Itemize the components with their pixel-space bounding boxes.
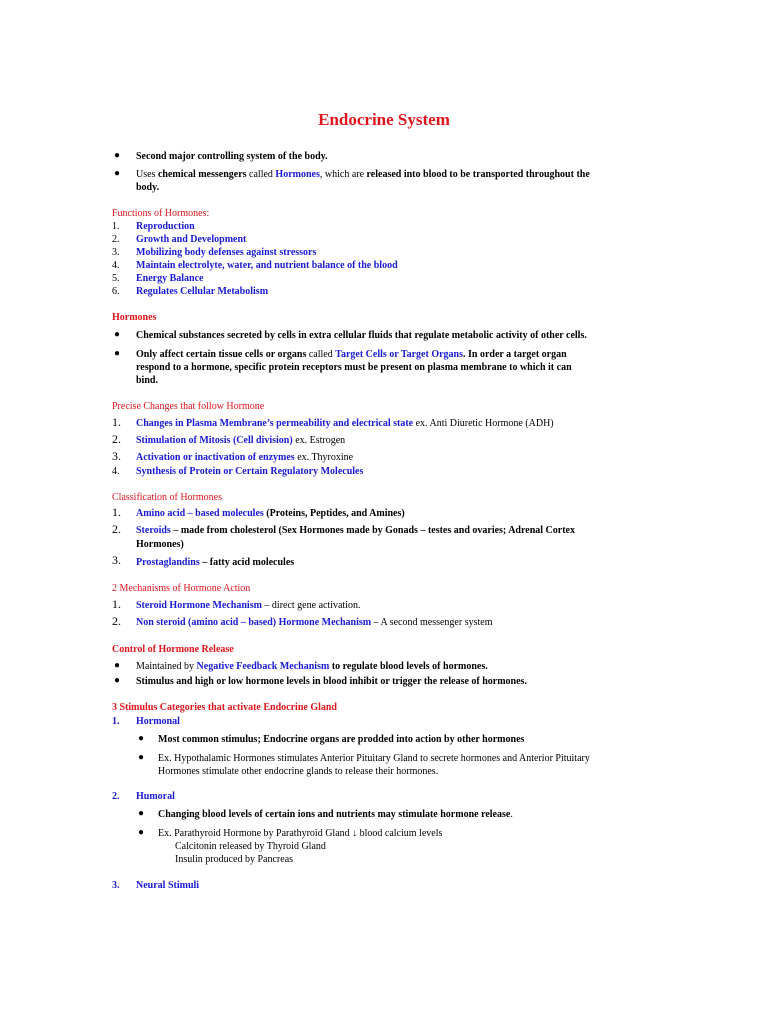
mechanisms-item-2: Non steroid (amino acid – based) Hormone Mechanism – A second messenger system [136,617,493,628]
bullet-icon: ● [114,348,121,359]
list-number: 2. [112,234,120,245]
precise-item-2: Stimulation of Mitosis (Cell division) ex. Estrogen [136,435,346,446]
hormones-bullet-2: Only affect certain tissue cells or organs called Target Cells or Target Organs. In order a target organ [136,349,567,360]
intro-line-2: Uses chemical messengers called Hormones, which are released into blood to be transported throughout the [136,169,590,180]
classification-item-2-cont: Hormones) [136,539,184,550]
classification-item-1: Amino acid – based molecules (Proteins, Peptides, and Amines) [136,508,405,519]
control-bullet-1: Maintained by Negative Feedback Mechanism to regulate blood levels of hormones. [136,661,488,672]
list-number: 5. [112,273,120,284]
list-number: 3. [112,247,120,258]
bullet-icon: ● [138,827,145,838]
list-number: 6. [112,286,120,297]
stimulus-category-humoral: Humoral [136,791,175,802]
bullet-icon: ● [114,168,121,179]
intro-line-1: Second major controlling system of the body. [136,151,328,162]
list-number: 4. [112,260,120,271]
list-number: 1. [112,415,121,429]
hormonal-bullet-2: Ex. Hypothalamic Hormones stimulates Anterior Pituitary Gland to secrete hormones and Anterior Pituitary [158,753,590,764]
hormones-bullet-2-end: bind. [136,375,158,386]
control-bullet-2: Stimulus and high or low hormone levels in blood inhibit or trigger the release of hormones. [136,676,527,687]
list-number: 1. [112,505,121,519]
list-number: 2. [112,614,121,628]
function-item: Reproduction [136,221,195,232]
list-number: 4. [112,466,120,477]
intro-line-2-cont: body. [136,182,160,193]
precise-heading: Precise Changes that follow Hormone [112,401,265,412]
list-number: 2. [112,791,120,802]
bullet-icon: ● [138,752,145,763]
humoral-bullet-1: Changing blood levels of certain ions and nutrients may stimulate hormone release. [158,809,513,820]
document-title: Endocrine System [318,110,450,129]
list-number: 2. [112,522,121,536]
function-item: Mobilizing body defenses against stressors [136,247,317,258]
function-item: Maintain electrolyte, water, and nutrient balance of the blood [136,260,398,271]
precise-item-4: Synthesis of Protein or Certain Regulatory Molecules [136,466,364,477]
stimulus-heading: 3 Stimulus Categories that activate Endocrine Gland [112,702,337,713]
bullet-icon: ● [138,808,145,819]
humoral-bullet-2-line-3: Insulin produced by Pancreas [175,854,294,865]
hormones-bullet-2-cont: respond to a hormone, specific protein receptors must be present on plasma membrane to which it can [136,362,572,373]
bullet-icon: ● [114,150,121,161]
hormonal-bullet-1: Most common stimulus; Endocrine organs are prodded into action by other hormones [158,734,525,745]
list-number: 1. [112,716,120,727]
stimulus-category-hormonal: Hormonal [136,716,180,727]
bullet-icon: ● [114,329,121,340]
list-number: 1. [112,597,121,611]
list-number: 3. [112,553,121,567]
function-item: Energy Balance [136,273,204,284]
bullet-icon: ● [114,660,121,671]
classification-heading: Classification of Hormones [112,492,222,503]
stimulus-category-neural: Neural Stimuli [136,880,200,891]
list-number: 2. [112,432,121,446]
function-item: Growth and Development [136,234,247,245]
hormones-heading: Hormones [112,312,157,323]
hormones-bullet-1: Chemical substances secreted by cells in extra cellular fluids that regulate metabolic activity of other cells. [136,330,587,341]
bullet-icon: ● [114,675,121,686]
control-heading: Control of Hormone Release [112,644,234,655]
functions-heading: Functions of Hormones: [112,208,210,219]
mechanisms-item-1: Steroid Hormone Mechanism – direct gene activation. [136,600,361,611]
bullet-icon: ● [138,733,145,744]
list-number: 3. [112,880,120,891]
classification-item-2: Steroids – made from cholesterol (Sex Hormones made by Gonads – testes and ovaries; Adrenal Cortex [136,525,575,536]
humoral-bullet-2: Ex. Parathyroid Hormone by Parathyroid Gland ↓ blood calcium levels [158,828,443,839]
humoral-bullet-2-line-2: Calcitonin released by Thyroid Gland [175,841,326,852]
hormonal-bullet-2-cont: Hormones stimulate other endocrine glands to release their hormones. [158,766,439,777]
precise-item-3: Activation or inactivation of enzymes ex. Thyroxine [136,452,354,463]
list-number: 1. [112,221,120,232]
mechanisms-heading: 2 Mechanisms of Hormone Action [112,583,251,594]
classification-item-3: Prostaglandins – fatty acid molecules [136,557,295,568]
function-item: Regulates Cellular Metabolism [136,286,269,297]
precise-item-1: Changes in Plasma Membrane’s permeability and electrical state ex. Anti Diuretic Hormone (ADH) [136,418,554,429]
list-number: 3. [112,449,121,463]
